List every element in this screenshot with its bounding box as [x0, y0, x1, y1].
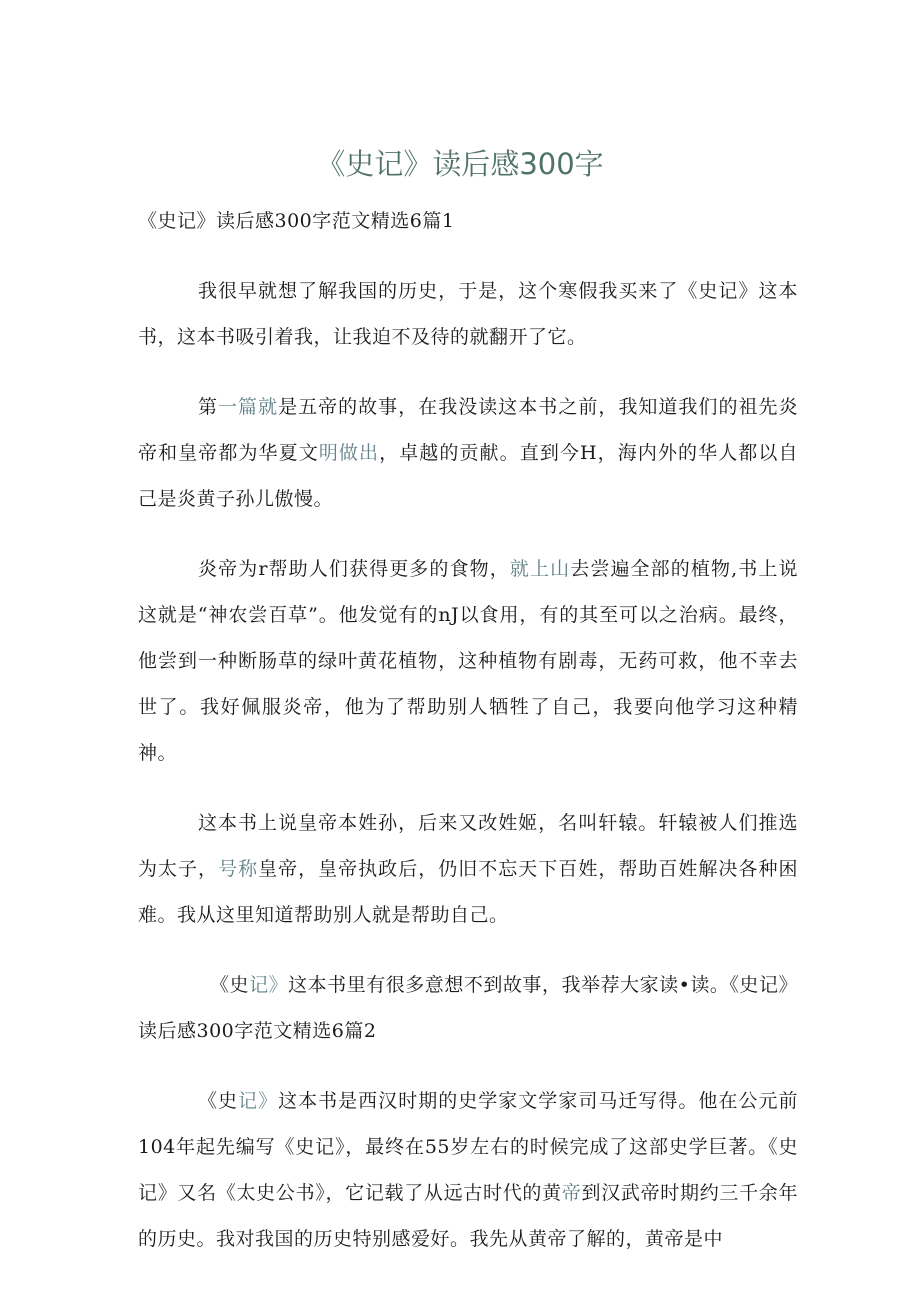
paragraph-5-part-a: 《史: [210, 974, 250, 996]
paragraph-2-part-a: 第: [198, 396, 219, 418]
paragraph-3: [138, 546, 798, 776]
paragraph-6-highlight-b: 帝: [561, 1182, 582, 1204]
document-body: [138, 198, 798, 1262]
paragraph-2-part-c: 是五帝的故事，在我没读这本书之前，我知道我们的祖先炎帝和皇帝都为华夏文: [138, 396, 798, 464]
paragraph-6-highlight-a: 记》: [238, 1090, 279, 1112]
paragraph-2-part-e: ，卓越的贡献。直到今H，海内外的华人都以自己是炎黄子孙儿傲慢。: [138, 442, 798, 510]
paragraph-1: 我很早就想了解我国的历史，于是，这个寒假我买来了《史记》这本书，这本书吸引着我，让我迫不及待的就翻开了它。: [138, 280, 798, 348]
paragraph-4-highlight: 号称: [218, 858, 259, 880]
paragraph-2-highlight-b: 明做出: [318, 442, 380, 464]
paragraph-5-highlight: 记》: [249, 974, 289, 996]
paragraph-3-part-c: 去尝遍全部的植物,书上说这就是“神农尝百草”。他发觉有的nJ以食用，有的其至可以之治病。最终，他尝到一种断肠草的绿叶黄花植物，这种植物有剧毒，无药可救，他不幸去世了。我好佩服炎帝，他为了帮助别人牺牲了自己，我要向他学习这种精神。: [138, 558, 798, 764]
paragraph-4: [138, 800, 798, 938]
paragraph-4-part-c: 皇帝，皇帝执政后，仍旧不忘天下百姓，帮助百姓解决各种困难。我从这里知道帮助别人就是帮助自己。: [138, 858, 798, 926]
paragraph-3-part-a: 炎帝为r帮助人们获得更多的食物，: [198, 558, 510, 580]
section-heading-1: 《史记》读后感300字范文精选6篇1: [138, 210, 455, 232]
paragraph-5: [138, 962, 798, 1054]
paragraph-3-highlight: 就上山: [509, 558, 571, 580]
paragraph-5-part-c: 这本书里有很多意想不到故事，我举荐大家读•读。《史记》读后感300字范文精选6篇2: [138, 974, 798, 1042]
paragraph-4-part-a: 这本书上说皇帝本姓孙，后来又改姓姬，名叫轩辕。轩辕被人们推选为太子，: [138, 812, 798, 880]
paragraph-6-part-c: 这本书是西汉时期的史学家文学家司马迁写得。他在公元前104年起先编写《史记》，最终在55岁左右的时候完成了这部史学巨著。《史记》又名《太史公书》，它记载了从远古时代的黄: [138, 1090, 798, 1204]
document-title: 《史记》读后感300字: [316, 147, 604, 181]
paragraph-2: [138, 384, 798, 522]
paragraph-6-part-a: 《史: [198, 1090, 239, 1112]
paragraph-6: [138, 1078, 798, 1262]
paragraph-2-highlight-a: 一篇就: [218, 396, 279, 418]
paragraph-6-part-e: 到汉武帝时期约三千余年的历史。我对我国的历史特别感爱好。我先从黄帝了解的，黄帝是中: [138, 1182, 798, 1250]
